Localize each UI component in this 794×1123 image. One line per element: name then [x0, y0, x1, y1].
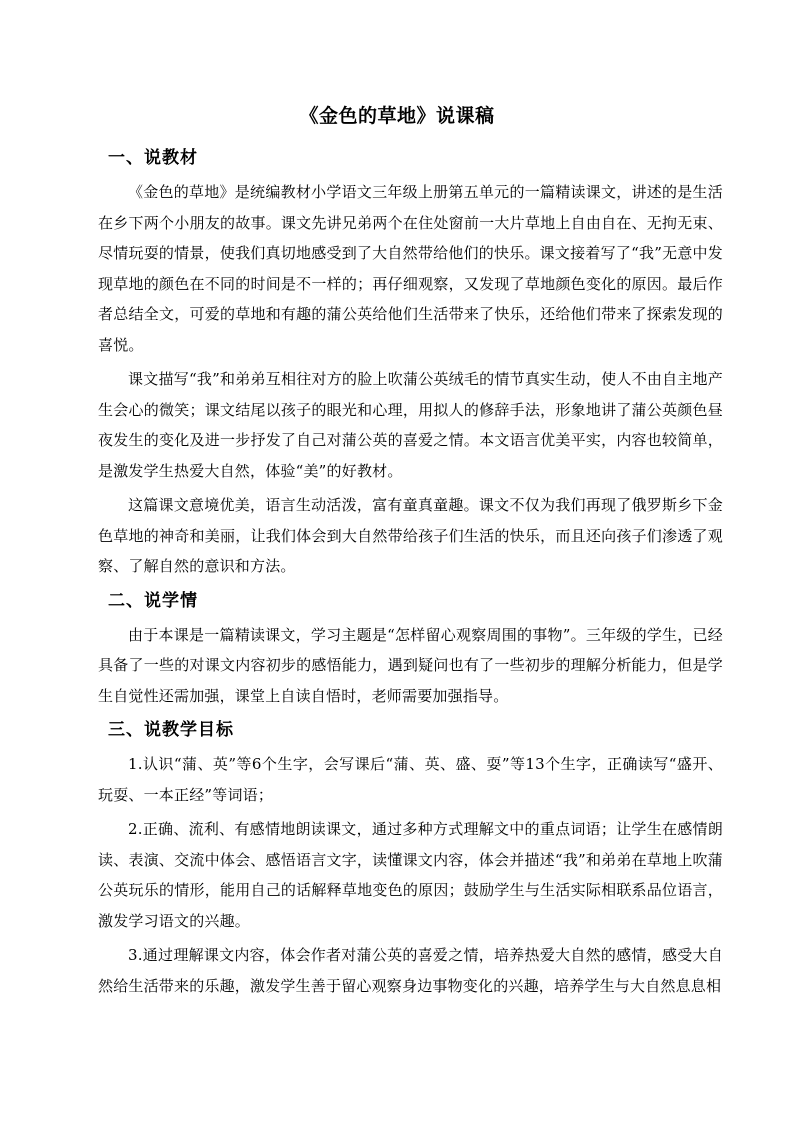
- paragraph: 《金色的草地》是统编教材小学语文三年级上册第五单元的一篇精读课文，讲述的是生活在乡下两个小朋友的故事。课文先讲兄弟两个在住处窗前一大片草地上自由自在、无拘无束、尽情玩耍的情景，使我们真切地感受到了大自然带给他们的快乐。课文接着写了“我”无意中发现草地的颜色在不同的时间是不一样的；再仔细观察，又发现了草地颜色变化的原因。最后作者总结全文，可爱的草地和有趣的蒲公英给他们生活带来了快乐，还给他们带来了探索发现的喜悦。: [98, 183, 723, 354]
- document-title: 《金色的草地》说课稿: [299, 105, 495, 127]
- paragraph: 2.正确、流利、有感情地朗读课文，通过多种方式理解文中的重点词语；让学生在感情朗读、表演、交流中体会、感悟语言文字，读懂课文内容，体会并描述“我”和弟弟在草地上吹蒲公英玩乐的情形，能用自己的话解释草地变色的原因；鼓励学生与生活实际相联系品位语言，激发学习语文的兴趣。: [98, 820, 723, 930]
- section-teaching-goals: [98, 715, 723, 1001]
- paragraph: 1.认识“蒲、英”等6个生字，会写课后“蒲、英、盛、耍”等13个生字，正确读写“盛开、玩耍、一本正经”等词语；: [98, 755, 723, 804]
- section-student-analysis: [98, 586, 723, 712]
- section-teaching-material: [98, 143, 723, 582]
- section-heading: 一、说教材: [108, 148, 198, 168]
- paragraph: 这篇课文意境优美，语言生动活泼，富有童真童趣。课文不仅为我们再现了俄罗斯乡下金色草地的神奇和美丽，让我们体会到大自然带给孩子们生活的快乐，而且还向孩子们渗透了观察、了解自然的意识和方法。: [98, 496, 723, 575]
- paragraph: 课文描写“我”和弟弟互相往对方的脸上吹蒲公英绒毛的情节真实生动，使人不由自主地产生会心的微笑；课文结尾以孩子的眼光和心理，用拟人的修辞手法，形象地讲了蒲公英颜色昼夜发生的变化及进一步抒发了自己对蒲公英的喜爱之情。本文语言优美平实，内容也较简单，是激发学生热爱大自然，体验“美”的好教材。: [98, 370, 723, 480]
- section-heading: 二、说学情: [108, 590, 198, 611]
- document-body: [98, 143, 723, 1005]
- paragraph: 由于本课是一篇精读课文，学习主题是“怎样留心观察周围的事物”。三年级的学生，已经具备了一些的对课文内容初步的感悟能力，遇到疑问也有了一些初步的理解分析能力，但是学生自觉性还需加强，课堂上自读自悟时，老师需要加强指导。: [98, 625, 723, 705]
- paragraph: 3.通过理解课文内容，体会作者对蒲公英的喜爱之情，培养热爱大自然的感情，感受大自然给生活带来的乐趣，激发学生善于留心观察身边事物变化的兴趣，培养学生与大自然息息相: [98, 946, 723, 995]
- section-heading: 三、说教学目标: [108, 720, 234, 740]
